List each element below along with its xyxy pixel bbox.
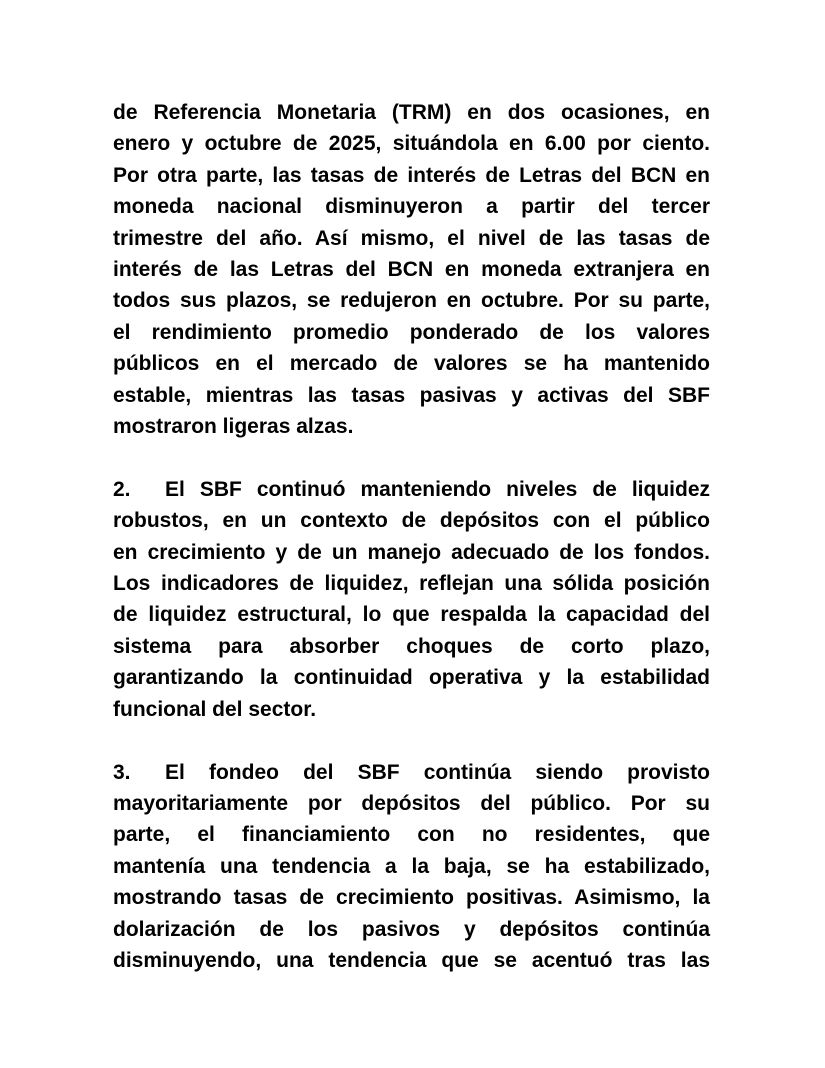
text-line: de Referencia Monetaria (TRM) en dos ocasiones, en [113, 101, 710, 124]
paragraph-number: 3. [113, 760, 131, 784]
text-line: interés de las Letras del BCN en moneda extranjera en [113, 258, 710, 282]
paragraph-3 [113, 757, 710, 977]
text-line: en crecimiento y de un manejo adecuado de los fondos. [113, 540, 710, 564]
paragraph-1 [113, 97, 710, 442]
text-line: todos sus plazos, se redujeron en octubre. Por su parte, [113, 289, 710, 313]
text-line: Los indicadores de liquidez, reflejan una sólida posición [113, 572, 710, 596]
text-line: 3. El fondeo del SBF continúa siendo provisto [113, 757, 710, 788]
text-line: parte, el financiamiento con no residentes, que [113, 823, 710, 847]
text-line: trimestre del año. Así mismo, el nivel de las tasas de [113, 226, 710, 250]
text-line: disminuyendo, una tendencia que se acentuó tras las [113, 948, 710, 972]
text-line: garantizando la continuidad operativa y la estabilidad [113, 666, 710, 690]
paragraph-number: 2. [113, 477, 131, 501]
text-line: Por otra parte, las tasas de interés de Letras del BCN en [113, 163, 710, 187]
text-line: mayoritariamente por depósitos del público. Por su [113, 791, 710, 815]
text-line: sistema para absorber choques de corto plazo, [113, 634, 710, 658]
paragraph-2 [113, 474, 710, 725]
text-line: dolarización de los pasivos y depósitos continúa [113, 917, 710, 941]
text-line: enero y octubre de 2025, situándola en 6.00 por ciento. [113, 132, 710, 156]
text-line: mostrando tasas de crecimiento positivas. Asimismo, la [113, 886, 710, 910]
text-line: estable, mientras las tasas pasivas y activas del SBF [113, 383, 710, 407]
text-line: de liquidez estructural, lo que respalda la capacidad del [113, 603, 710, 627]
text-line: robustos, en un contexto de depósitos con el público [113, 509, 710, 533]
text-line: el rendimiento promedio ponderado de los valores [113, 320, 710, 344]
text-line: mostraron ligeras alzas. [113, 415, 354, 439]
text-line: 2. El SBF continuó manteniendo niveles de liquidez [113, 474, 710, 505]
text-line: mantenía una tendencia a la baja, se ha estabilizado, [113, 854, 710, 878]
document-body [113, 97, 710, 976]
text-line: públicos en el mercado de valores se ha mantenido [113, 352, 710, 376]
text-line: moneda nacional disminuyeron a partir del tercer [113, 195, 710, 219]
text-line: funcional del sector. [113, 697, 317, 721]
